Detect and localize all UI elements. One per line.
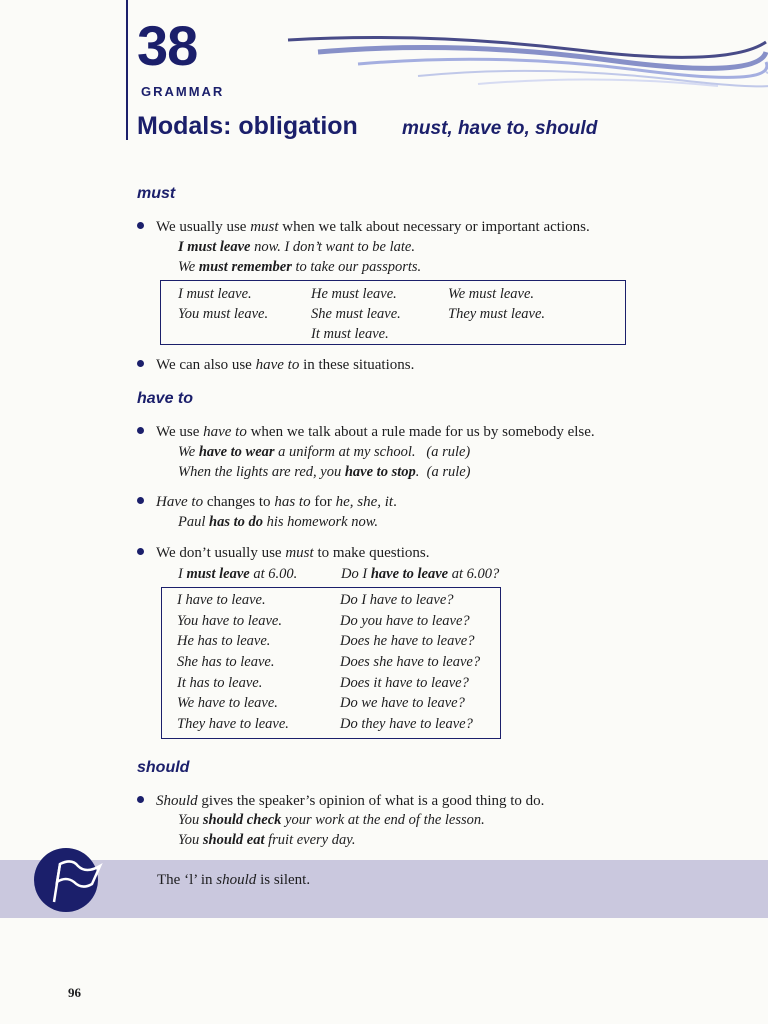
table-cell: You must leave. xyxy=(178,306,269,322)
table-cell: You have to leave. xyxy=(177,613,282,629)
section-heading-have-to: have to xyxy=(137,390,194,407)
page-subtitle: must, have to, should xyxy=(402,118,598,139)
have-to-bullet-3: We don’t usually use must to make questions. xyxy=(137,543,430,563)
must-conjugation-table xyxy=(160,280,626,345)
have-to-example-2: When the lights are red, you have to stop. (a rule) xyxy=(178,464,471,480)
bullet-dot xyxy=(137,548,144,555)
table-cell: Does it have to leave? xyxy=(340,675,469,691)
section-heading-should: should xyxy=(137,759,190,776)
table-cell: They have to leave. xyxy=(177,716,289,732)
must-example-1: I must leave now. I don’t want to be late. xyxy=(178,239,415,255)
table-cell: She must leave. xyxy=(311,306,401,322)
table-cell: Do I have to leave? xyxy=(340,592,454,608)
have-to-conjugation-table xyxy=(161,587,501,739)
have-to-example-4a: I must leave at 6.00. xyxy=(178,566,298,582)
table-cell: He must leave. xyxy=(311,286,397,302)
table-cell: I must leave. xyxy=(178,286,252,302)
table-cell: It must leave. xyxy=(311,326,389,342)
header-rule xyxy=(126,0,128,140)
bullet-dot xyxy=(137,497,144,504)
bullet-dot xyxy=(137,796,144,803)
have-to-example-3: Paul has to do his homework now. xyxy=(178,514,378,530)
have-to-example-4b: Do I have to leave at 6.00? xyxy=(341,566,500,582)
should-example-2: You should eat fruit every day. xyxy=(178,832,356,848)
table-cell: She has to leave. xyxy=(177,654,275,670)
section-heading-must: must xyxy=(137,185,176,202)
have-to-bullet-1: We use have to when we talk about a rule made for us by somebody else. xyxy=(137,422,595,442)
must-bullet-1: We usually use must when we talk about necessary or important actions. xyxy=(137,217,590,237)
must-example-2: We must remember to take our passports. xyxy=(178,259,422,275)
table-cell: Does he have to leave? xyxy=(340,633,475,649)
unit-category: GRAMMAR xyxy=(141,84,225,99)
have-to-bullet-2: Have to changes to has to for he, she, it. xyxy=(137,492,397,512)
table-cell: We must leave. xyxy=(448,286,535,302)
bullet-dot xyxy=(137,360,144,367)
table-cell: We have to leave. xyxy=(177,695,278,711)
table-cell: He has to leave. xyxy=(177,633,271,649)
should-bullet-1: Should gives the speaker’s opinion of what is a good thing to do. xyxy=(137,791,544,811)
page-number: 96 xyxy=(68,985,81,1000)
table-cell: It has to leave. xyxy=(177,675,263,691)
bullet-dot xyxy=(137,222,144,229)
table-cell: Do you have to leave? xyxy=(340,613,470,629)
page-title: Modals: obligation xyxy=(137,112,358,140)
table-cell: I have to leave. xyxy=(177,592,266,608)
table-cell: They must leave. xyxy=(448,306,546,322)
must-bullet-2: We can also use have to in these situations. xyxy=(137,355,414,375)
bullet-dot xyxy=(137,427,144,434)
flag-icon xyxy=(30,844,110,916)
table-cell: Do we have to leave? xyxy=(340,695,465,711)
have-to-example-1: We have to wear a uniform at my school. (a rule) xyxy=(178,444,471,460)
unit-number: 38 xyxy=(137,14,198,77)
header-swoosh-decoration xyxy=(278,22,768,92)
should-example-1: You should check your work at the end of the lesson. xyxy=(178,812,485,828)
tip-band xyxy=(0,860,768,918)
table-cell: Do they have to leave? xyxy=(340,716,473,732)
tip-text: The ‘l’ in should is silent. xyxy=(157,872,311,888)
table-cell: Does she have to leave? xyxy=(340,654,481,670)
